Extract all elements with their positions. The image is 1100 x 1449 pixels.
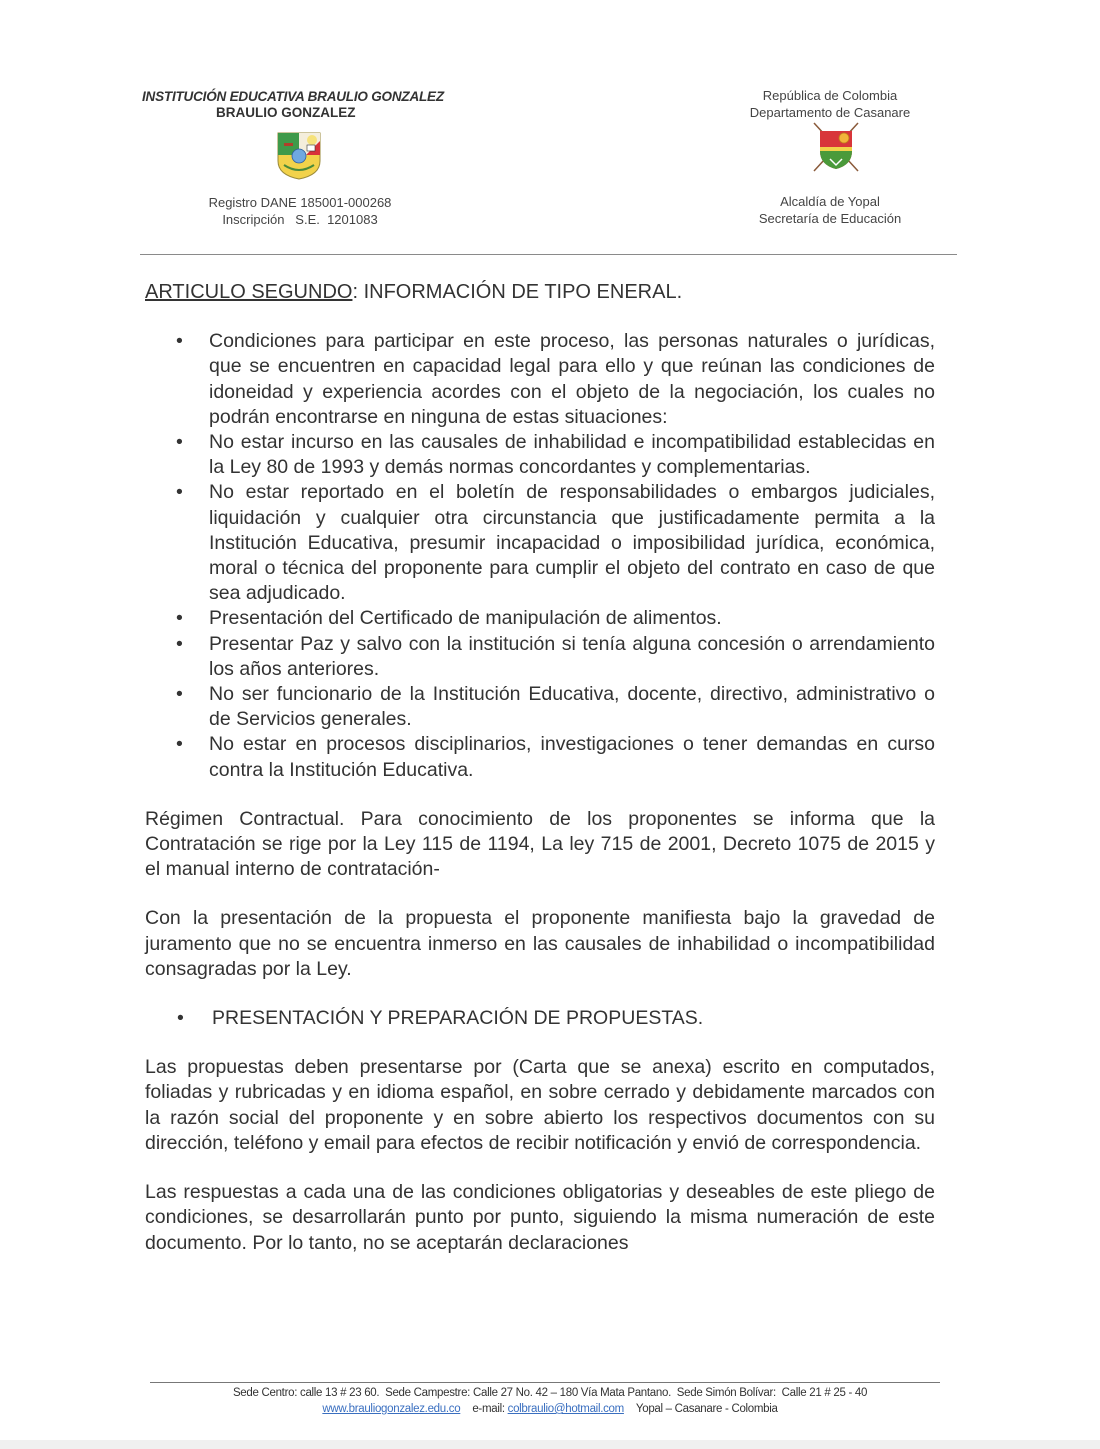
list-item bbox=[176, 329, 935, 430]
institution-name: INSTITUCIÓN EDUCATIVA BRAULIO GONZALEZ bbox=[142, 89, 444, 104]
list-item-text: No estar reportado en el boletín de responsabilidades o embargos judiciales, liquidación y cualquier otra circunstancia que justificadamente permita a la Institución Educativa, presumir incapacidad o imposibilidad jurídica, económica, moral o técnica del proponente para cumplir el objeto del contrato en caso de que sea adjudicado. bbox=[209, 481, 935, 605]
government-header bbox=[720, 87, 940, 121]
institution-subname: BRAULIO GONZALEZ bbox=[216, 105, 356, 120]
section-heading-text: PRESENTACIÓN Y PREPARACIÓN DE PROPUESTAS. bbox=[212, 1007, 704, 1030]
footer-addresses: Sede Centro: calle 13 # 23 60. Sede Campestre: Calle 27 No. 42 – 180 Vía Mata Pantano. Sede Simón Bolívar: Calle 21 # 25 - 40 bbox=[232, 1387, 868, 1399]
registry-dane: Registro DANE 185001-000268 bbox=[208, 195, 392, 210]
article-title-label: ARTICULO SEGUNDO bbox=[145, 281, 353, 303]
list-item-text: Presentación del Certificado de manipulación de alimentos. bbox=[209, 607, 722, 630]
article-title-text: : INFORMACIÓN DE TIPO ENERAL. bbox=[352, 281, 683, 303]
list-item-text: Condiciones para participar en este proceso, las personas naturales o jurídicas, que se encuentren en capacidad legal para ello y que reúnan las condiciones de idoneidad y experiencia acordes con el objeto de la negociación, los cuales no podrán encontrarse en ninguna de estas situaciones: bbox=[209, 330, 935, 428]
footer-contact bbox=[130, 1401, 970, 1417]
list-item-text: No estar en procesos disciplinarios, investigaciones o tener demandas en curso contra la Institución Educativa. bbox=[209, 733, 935, 781]
website-link[interactable]: www.brauliogonzalez.edu.co bbox=[322, 1403, 461, 1415]
municipality-name: Alcaldía de Yopal bbox=[780, 194, 880, 209]
page-footer bbox=[130, 1385, 970, 1417]
proposals-paragraph: Las propuestas deben presentarse por (Carta que se anexa) escrito en computados, foliadas y rubricadas y en idioma español, en sobre cerrado y debidamente marcados con la razón social del proponente y en sobre abierto los respectivos documentos con su dirección, teléfono y email para efectos de recibir notificación y envió de correspondencia. bbox=[145, 1056, 935, 1154]
bullet-icon: • bbox=[176, 330, 183, 353]
header-divider bbox=[140, 254, 957, 255]
regimen-paragraph: Régimen Contractual. Para conocimiento de los proponentes se informa que la Contratación se rige por la Ley 115 de 1194, La ley 715 de 2001, Decreto 1075 de 2015 y el manual interno de contratación- bbox=[145, 807, 935, 881]
list-item bbox=[176, 732, 935, 782]
secretariat-name: Secretaría de Educación bbox=[758, 211, 902, 226]
page-bottom-edge bbox=[0, 1440, 1100, 1449]
list-item bbox=[176, 632, 935, 682]
list-item-text: No estar incurso en las causales de inhabilidad e incompatibilidad establecidas en la Ley 80 de 1993 y demás normas concordantes y complementarias. bbox=[209, 431, 935, 479]
article-title bbox=[145, 280, 935, 305]
list-item-text: No ser funcionario de la Institución Educativa, docente, directivo, administrativo o de Servicios generales. bbox=[209, 683, 935, 731]
bullet-icon: • bbox=[176, 481, 183, 504]
country-name: República de Colombia bbox=[762, 88, 898, 103]
bullet-icon: • bbox=[176, 733, 183, 756]
footer-location: Yopal – Casanare - Colombia bbox=[635, 1403, 778, 1415]
casanare-crest-icon bbox=[808, 121, 864, 173]
footer-divider bbox=[150, 1382, 940, 1383]
registry-info bbox=[180, 194, 420, 228]
department-name: Departamento de Casanare bbox=[749, 105, 911, 120]
oath-paragraph: Con la presentación de la propuesta el proponente manifiesta bajo la gravedad de juramento que no se encuentra inmerso en las causales de inhabilidad o incompatibilidad consagradas por la Ley. bbox=[145, 907, 935, 980]
responses-paragraph: Las respuestas a cada una de las condiciones obligatorias y deseables de este pliego de condiciones, se desarrollarán punto por punto, siguiendo la misma numeración de este documento. Por lo tanto, no se aceptarán declaraciones bbox=[145, 1181, 935, 1254]
section-heading bbox=[145, 1006, 935, 1031]
municipality-info bbox=[720, 193, 940, 227]
document-body bbox=[145, 280, 935, 1256]
bullet-icon: • bbox=[176, 431, 183, 454]
bullet-icon: • bbox=[176, 607, 183, 630]
conditions-list bbox=[145, 329, 935, 783]
list-item bbox=[176, 682, 935, 732]
bullet-icon: • bbox=[177, 1007, 184, 1030]
list-item bbox=[176, 606, 935, 631]
list-item bbox=[176, 430, 935, 480]
list-item-text: Presentar Paz y salvo con la institución si tenía alguna concesión o arrendamiento los años anteriores. bbox=[209, 632, 935, 680]
registry-inscription: Inscripción S.E. 1201083 bbox=[222, 212, 378, 227]
bullet-icon: • bbox=[176, 683, 183, 706]
email-label: e-mail: bbox=[472, 1403, 505, 1415]
list-item bbox=[176, 480, 935, 606]
institution-header bbox=[142, 89, 482, 120]
email-link[interactable]: colbraulio@hotmail.com bbox=[507, 1403, 624, 1415]
school-crest-icon bbox=[276, 131, 322, 181]
bullet-icon: • bbox=[176, 632, 183, 655]
